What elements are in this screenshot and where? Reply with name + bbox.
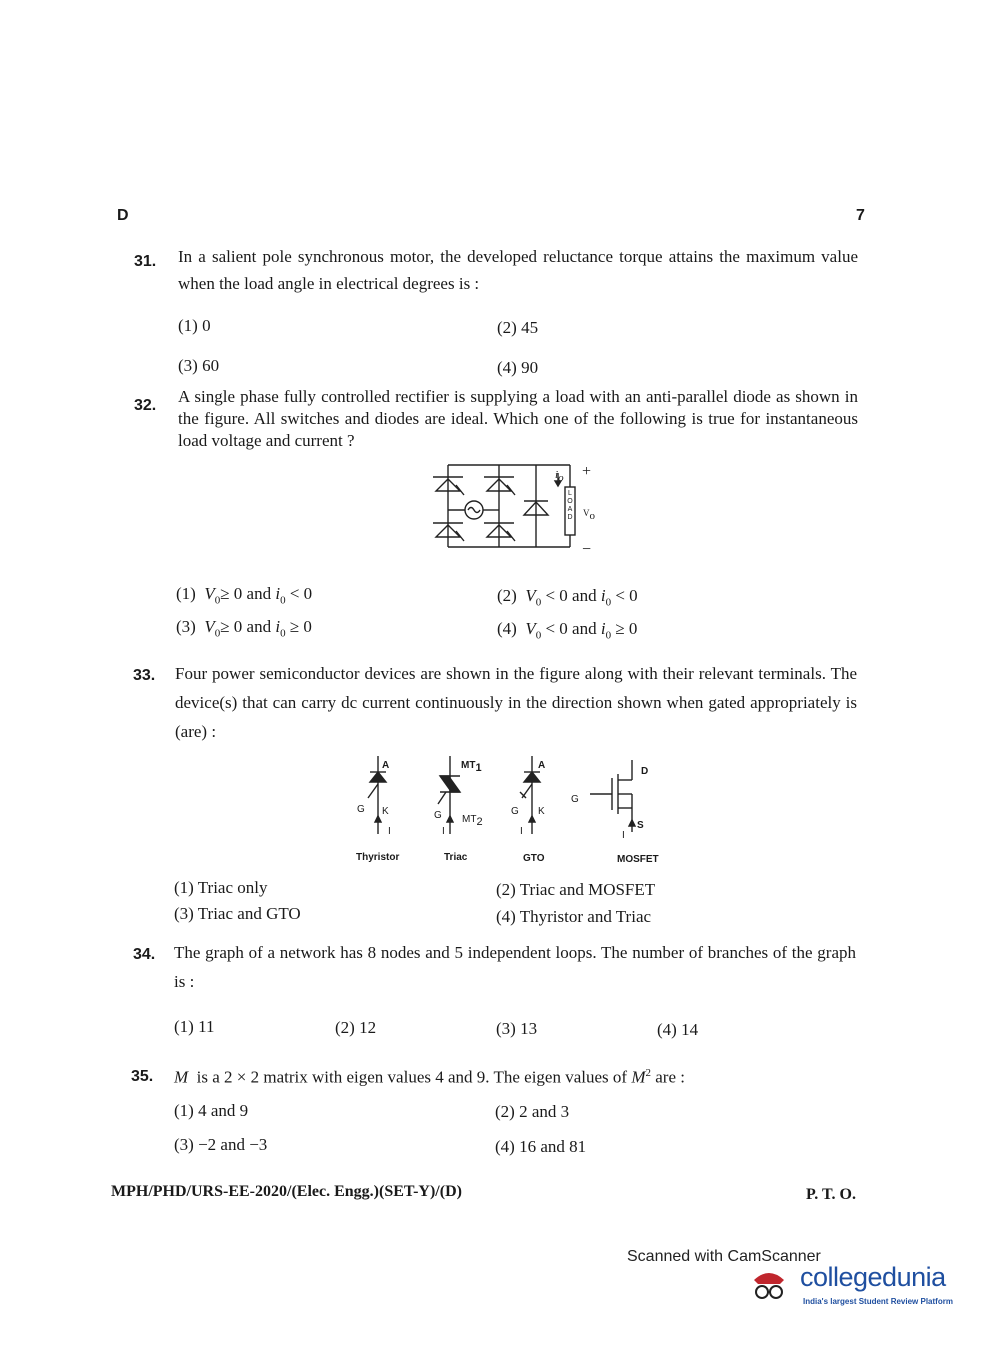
collegedunia-mascot-icon [744,1266,794,1306]
label-current: I [622,830,625,841]
question-text: A single phase fully controlled rectifier is supplying a load with an anti-parallel diode as shown in the figure. All switches and diodes are ideal. Which one of the following is true for instantaneous load voltage and current ? [178,387,858,450]
option-2: (2) 45 [497,318,539,337]
label-gto: GTO [523,853,545,864]
question-number: 35. [131,1068,154,1085]
label-mt1: $MT_1$ [461,760,482,774]
option-3: (3) 60 [178,356,220,375]
option-1: (1) 4 and 9 [174,1101,249,1120]
option-1: (1) 11 [174,1017,215,1036]
option-4: (4) 14 [657,1020,699,1039]
label-anode: A [382,760,390,771]
question-number: 34. [133,946,156,963]
option-3: (3) −2 and −3 [174,1135,268,1154]
figure-plus-label: + [582,463,592,480]
option-2: (2) $V_0 < 0$ and $i_0 < 0$ [497,586,638,609]
question-text: M is a 2 × 2 matrix with eigen values 4 and 9. The eigen values of $M^2$ are : [174,1067,685,1087]
option-1: (1) $V_0\ge 0$ and $i_0 < 0$ [176,584,313,607]
question-text: In a salient pole synchronous motor, the developed reluctance torque attains the maximum value when the load angle in electrical degrees is : [178,247,858,293]
collegedunia-logo: collegedunia [800,1262,946,1292]
figure-load-label: L O A D [567,490,573,521]
label-gate: G [571,794,579,805]
option-4: (4) Thyristor and Triac [496,907,652,926]
collegedunia-tagline: India's largest Student Review Platform [803,1297,953,1306]
option-3: (3) 13 [496,1019,538,1038]
option-3: (3) $V_0\ge 0$ and $i_0 \ge 0$ [176,617,312,640]
figure-current-label: $i_o$ [555,469,564,485]
option-4: (4) $V_0 < 0$ and $i_0 \ge 0$ [497,619,638,642]
label-mosfet: MOSFET [617,854,659,865]
question-number: 31. [134,253,157,270]
label-gate: G [511,806,519,817]
scanned-with-text: Scanned with CamScanner [627,1248,821,1265]
question-text: Four power semiconductor devices are shown in the figure along with their relevant terminals. The device(s) that can carry dc current continuously in the direction shown when gated appropriately is (are) : [175,664,857,741]
label-thyristor: Thyristor [356,852,400,863]
label-cathode: K [382,806,389,817]
label-cathode: K [538,806,545,817]
option-3: (3) Triac and GTO [174,904,301,923]
rectifier-circuit-figure [428,455,608,565]
option-2: (2) 12 [335,1018,377,1037]
label-gate: G [357,804,365,815]
option-4: (4) 90 [497,358,539,377]
option-1: (1) Triac only [174,878,268,897]
label-current: I [388,826,391,837]
option-2: (2) Triac and MOSFET [496,880,656,899]
label-drain: D [641,766,649,777]
label-anode: A [538,760,546,771]
set-letter: D [117,207,129,224]
option-1: (1) 0 [178,316,211,335]
label-triac: Triac [444,852,468,863]
label-gate: G [434,810,442,821]
label-current: I [520,826,523,837]
question-text: The graph of a network has 8 nodes and 5 independent loops. The number of branches of the graph is : [174,943,856,991]
option-4: (4) 16 and 81 [495,1137,587,1156]
exam-code: MPH/PHD/URS-EE-2020/(Elec. Engg.)(SET-Y)/(D) [111,1183,462,1200]
page-number: 7 [856,207,865,224]
pto-label: P. T. O. [806,1186,856,1203]
option-2: (2) 2 and 3 [495,1102,570,1121]
label-source: S [637,820,644,831]
question-number: 33. [133,667,156,684]
figure-voltage-label: $V_o$ [583,508,595,522]
label-mt2: $MT_2$ [462,814,483,828]
question-number: 32. [134,397,157,414]
figure-minus-label: − [582,541,592,558]
label-current: I [442,826,445,837]
